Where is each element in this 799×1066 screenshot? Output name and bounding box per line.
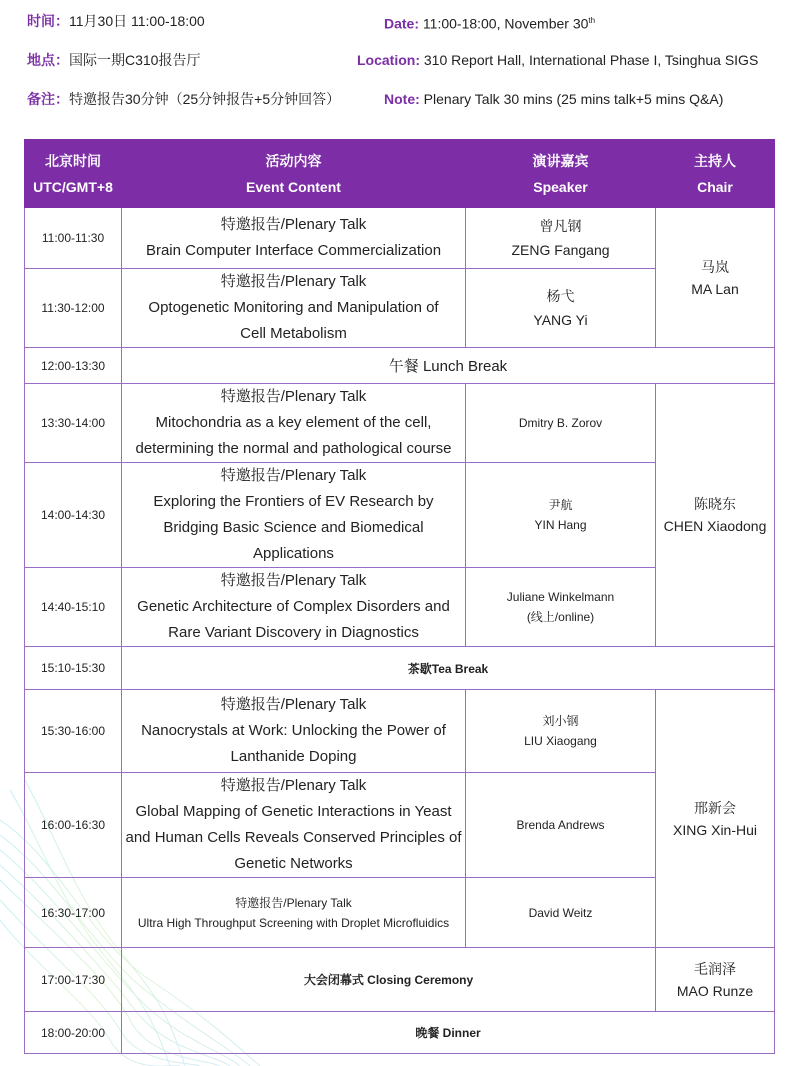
en-date-suffix: th <box>588 16 596 25</box>
speaker-attendance: (线上/online) <box>526 610 595 624</box>
row-time: 11:00-11:30 <box>25 208 122 269</box>
chair-name-cn: 马岚 <box>701 258 729 275</box>
chair-name-cn: 邢新会 <box>694 799 736 816</box>
talk-type: 特邀报告/Plenary Talk <box>220 572 367 589</box>
cn-note-label: 备注： <box>27 91 69 107</box>
table-row <box>25 1012 775 1054</box>
talk-title-line: Optogenetic Monitoring and Manipulation of <box>148 299 439 316</box>
talk-type: 特邀报告/Plenary Talk <box>220 273 367 290</box>
row-content <box>122 463 466 568</box>
speaker-name-cn: 刘小钢 <box>542 714 579 728</box>
en-note-label: Note: <box>384 91 420 107</box>
table-row <box>25 647 775 690</box>
row-speaker <box>466 384 656 463</box>
talk-title-line: Ultra High Throughput Screening with Droplet Microfluidics <box>137 915 450 930</box>
row-content <box>122 773 466 878</box>
talk-title-line: Bridging Basic Science and Biomedical <box>163 519 424 536</box>
row-time: 15:10-15:30 <box>25 647 122 690</box>
header-content-cn: 活动内容 <box>265 152 322 169</box>
speaker-name-cn: 曾凡钢 <box>539 218 582 234</box>
talk-title-line: Exploring the Frontiers of EV Research by <box>153 493 434 510</box>
speaker-name-en: LIU Xiaogang <box>524 734 597 748</box>
row-speaker <box>466 463 656 568</box>
table-row <box>25 690 775 773</box>
speaker-name-en: YANG Yi <box>533 312 588 328</box>
talk-title-line: and Human Cells Reveals Conserved Principles of <box>125 829 462 846</box>
header-content-en: Event Content <box>246 178 341 195</box>
table-row <box>25 348 775 384</box>
header-chair <box>656 140 775 208</box>
row-speaker <box>466 208 656 269</box>
speaker-name-en: Juliane Winkelmann <box>506 590 615 604</box>
row-time: 18:00-20:00 <box>25 1012 122 1054</box>
header-content <box>122 140 466 208</box>
header-time-cn: 北京时间 <box>45 152 101 169</box>
talk-type: 特邀报告/Plenary Talk <box>220 777 367 794</box>
closing-label: 大会闭幕式 Closing Ceremony <box>122 948 656 1012</box>
chair-name-en: XING Xin-Hui <box>672 821 758 838</box>
table-row <box>25 208 775 269</box>
cn-place-label: 地点： <box>27 52 69 68</box>
talk-title-line: Rare Variant Discovery in Diagnostics <box>168 624 419 641</box>
en-location-line <box>357 51 758 69</box>
table-row <box>25 384 775 463</box>
row-time: 17:00-17:30 <box>25 948 122 1012</box>
row-content <box>122 208 466 269</box>
row-chair <box>656 948 775 1012</box>
talk-type: 特邀报告/Plenary Talk <box>220 696 367 713</box>
chair-name-en: MAO Runze <box>676 982 754 999</box>
talk-title-line: Lanthanide Doping <box>230 748 357 765</box>
row-time: 14:00-14:30 <box>25 463 122 568</box>
header-chair-cn: 主持人 <box>694 152 736 169</box>
header-speaker <box>466 140 656 208</box>
row-time: 13:30-14:00 <box>25 384 122 463</box>
talk-type: 特邀报告/Plenary Talk <box>220 216 367 233</box>
talk-title-line: Nanocrystals at Work: Unlocking the Power of <box>141 722 446 739</box>
row-time: 16:30-17:00 <box>25 878 122 948</box>
header-chair-en: Chair <box>697 178 733 195</box>
dinner-label: 晚餐 Dinner <box>122 1012 775 1054</box>
talk-title-line: determining the normal and pathological course <box>135 440 452 457</box>
break-label: 午餐 Lunch Break <box>122 348 775 384</box>
row-chair <box>656 384 775 647</box>
speaker-name-en: Brenda Andrews <box>516 818 605 832</box>
talk-type: 特邀报告/Plenary Talk <box>220 388 367 405</box>
cn-place-value: 国际一期C310报告厅 <box>69 52 201 68</box>
header-time <box>25 140 122 208</box>
table-row <box>25 948 775 1012</box>
speaker-name-cn: 尹航 <box>548 498 573 512</box>
cn-note-line <box>27 90 340 108</box>
row-time: 16:00-16:30 <box>25 773 122 878</box>
chair-name-cn: 毛润泽 <box>694 960 736 977</box>
talk-title-line: Mitochondria as a key element of the cell, <box>155 414 432 431</box>
en-date-label: Date: <box>384 15 420 32</box>
cn-time-line <box>27 12 205 30</box>
table-header-row <box>25 140 775 208</box>
speaker-name-en: YIN Hang <box>534 518 587 532</box>
en-note-line <box>384 90 723 108</box>
cn-place-line <box>27 51 200 69</box>
cn-note-value: 特邀报告30分钟（25分钟报告+5分钟回答） <box>69 91 341 107</box>
en-location-label: Location: <box>357 52 420 68</box>
talk-type: 特邀报告/Plenary Talk <box>235 895 352 910</box>
speaker-name-cn: 杨弋 <box>546 288 575 304</box>
talk-title-line: Brain Computer Interface Commercialization <box>145 242 442 259</box>
talk-title-line: Genetic Architecture of Complex Disorders and <box>137 598 450 615</box>
row-time: 11:30-12:00 <box>25 269 122 348</box>
talk-title-line: Applications <box>253 545 334 562</box>
row-content <box>122 269 466 348</box>
row-time: 14:40-15:10 <box>25 568 122 647</box>
talk-type: 特邀报告/Plenary Talk <box>220 467 367 484</box>
speaker-name-en: David Weitz <box>528 905 593 920</box>
row-speaker <box>466 568 656 647</box>
en-date-line <box>384 12 595 33</box>
en-note-value: Plenary Talk 30 mins (25 mins talk+5 mins Q&A) <box>423 91 724 107</box>
speaker-name-en: ZENG Fangang <box>511 242 610 258</box>
cn-time-label: 时间： <box>27 13 69 29</box>
row-speaker <box>466 269 656 348</box>
talk-title-line: Cell Metabolism <box>240 325 347 342</box>
row-speaker <box>466 690 656 773</box>
talk-title-line: Global Mapping of Genetic Interactions in Yeast <box>135 803 452 820</box>
break-label: 茶歇Tea Break <box>122 647 775 690</box>
row-time: 15:30-16:00 <box>25 690 122 773</box>
header-speaker-en: Speaker <box>533 178 588 195</box>
header-time-en: UTC/GMT+8 <box>33 178 113 195</box>
row-chair <box>656 690 775 948</box>
chair-name-cn: 陈晓东 <box>694 496 736 512</box>
row-content <box>122 690 466 773</box>
speaker-name-en: Dmitry B. Zorov <box>518 416 603 430</box>
chair-name-en: MA Lan <box>691 280 739 297</box>
row-content <box>122 384 466 463</box>
row-content <box>122 568 466 647</box>
talk-title-line: Genetic Networks <box>234 855 353 872</box>
row-time: 12:00-13:30 <box>25 348 122 384</box>
schedule-table <box>24 139 775 1054</box>
row-content <box>122 878 466 948</box>
cn-time-value: 11月30日 11:00-18:00 <box>69 13 205 29</box>
row-speaker <box>466 878 656 948</box>
row-chair <box>656 208 775 348</box>
en-date-value: 11:00-18:00, November 30 <box>422 15 589 32</box>
header-speaker-cn: 演讲嘉宾 <box>532 152 589 169</box>
en-location-value: 310 Report Hall, International Phase I, Tsinghua SIGS <box>423 52 759 68</box>
row-speaker <box>466 773 656 878</box>
chair-name-en: CHEN Xiaodong <box>663 518 767 534</box>
